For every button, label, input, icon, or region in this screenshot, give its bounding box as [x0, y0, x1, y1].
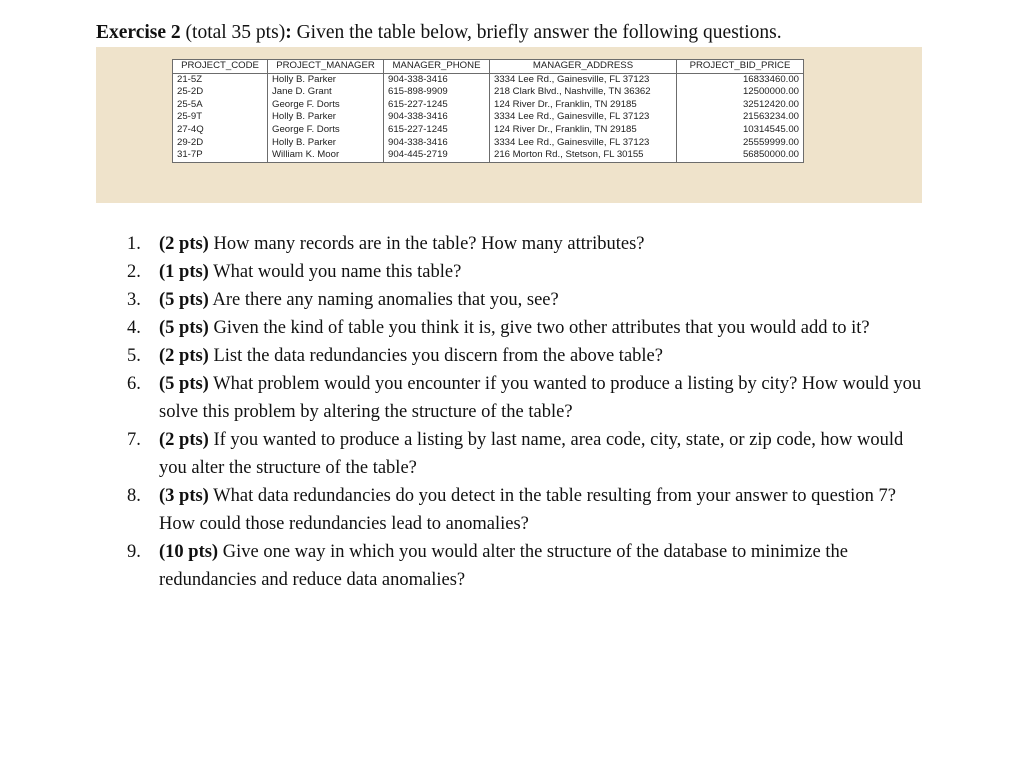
question-points: (2 pts)	[159, 234, 209, 254]
question-list	[127, 230, 927, 594]
question-item	[127, 370, 927, 426]
table-row	[173, 99, 804, 112]
table-cell: George F. Dorts	[268, 124, 384, 137]
question-text: What problem would you encounter if you wanted to produce a listing by city? How would you solve this problem by altering the structure of the table?	[159, 374, 922, 422]
question-item	[127, 258, 927, 286]
question-number: 1.	[127, 234, 141, 254]
question-number: 8.	[127, 486, 141, 506]
table-cell: 3334 Lee Rd., Gainesville, FL 37123	[490, 137, 677, 150]
table-cell: 10314545.00	[677, 124, 804, 137]
table-row	[173, 86, 804, 99]
table-cell: 25559999.00	[677, 137, 804, 150]
table-row	[173, 73, 804, 86]
heading-colon: :	[285, 22, 292, 43]
table-cell: 27-4Q	[173, 124, 268, 137]
table-row	[173, 149, 804, 162]
question-text: If you wanted to produce a listing by last name, area code, city, state, or zip code, how would you alter the structure of the table?	[159, 430, 904, 478]
question-item	[127, 538, 927, 594]
project-table	[172, 59, 804, 163]
column-header: PROJECT_MANAGER	[268, 60, 384, 74]
table-cell: 124 River Dr., Franklin, TN 29185	[490, 124, 677, 137]
question-number: 2.	[127, 262, 141, 282]
table-cell: 56850000.00	[677, 149, 804, 162]
table-cell: William K. Moor	[268, 149, 384, 162]
question-points: (2 pts)	[159, 430, 209, 450]
question-text: How many records are in the table? How many attributes?	[213, 234, 645, 254]
table-cell: 615-898-9909	[384, 86, 490, 99]
table-cell: 615-227-1245	[384, 124, 490, 137]
table-cell: 904-338-3416	[384, 137, 490, 150]
table-row	[173, 111, 804, 124]
question-points: (1 pts)	[159, 262, 209, 282]
table-cell: Jane D. Grant	[268, 86, 384, 99]
table-cell: 21-5Z	[173, 73, 268, 86]
exercise-heading	[96, 22, 782, 44]
question-points: (3 pts)	[159, 486, 209, 506]
question-item	[127, 482, 927, 538]
exercise-instruction: Given the table below, briefly answer the following questions.	[296, 22, 782, 43]
table-cell: 3334 Lee Rd., Gainesville, FL 37123	[490, 73, 677, 86]
table-cell: 31-7P	[173, 149, 268, 162]
question-number: 9.	[127, 542, 141, 562]
question-number: 4.	[127, 318, 141, 338]
column-header: MANAGER_ADDRESS	[490, 60, 677, 74]
question-item	[127, 314, 927, 342]
question-points: (5 pts)	[159, 374, 209, 394]
question-number: 5.	[127, 346, 141, 366]
question-item	[127, 230, 927, 258]
table-cell: 29-2D	[173, 137, 268, 150]
table-cell: 904-338-3416	[384, 73, 490, 86]
question-text: Are there any naming anomalies that you, see?	[212, 290, 559, 310]
table-row	[173, 124, 804, 137]
question-points: (2 pts)	[159, 346, 209, 366]
table-cell: 25-5A	[173, 99, 268, 112]
table-cell: Holly B. Parker	[268, 73, 384, 86]
table-cell: 216 Morton Rd., Stetson, FL 30155	[490, 149, 677, 162]
question-item	[127, 426, 927, 482]
table-cell: 25-9T	[173, 111, 268, 124]
question-points: (5 pts)	[159, 318, 209, 338]
table-cell: 904-445-2719	[384, 149, 490, 162]
column-header: MANAGER_PHONE	[384, 60, 490, 74]
table-cell: 904-338-3416	[384, 111, 490, 124]
question-item	[127, 342, 927, 370]
table-cell: Holly B. Parker	[268, 111, 384, 124]
column-header: PROJECT_BID_PRICE	[677, 60, 804, 74]
table-cell: 12500000.00	[677, 86, 804, 99]
table-cell: 218 Clark Blvd., Nashville, TN 36362	[490, 86, 677, 99]
table-cell: 21563234.00	[677, 111, 804, 124]
question-number: 3.	[127, 290, 141, 310]
table-row	[173, 137, 804, 150]
table-cell: 16833460.00	[677, 73, 804, 86]
question-points: (5 pts)	[159, 290, 209, 310]
question-text: What data redundancies do you detect in the table resulting from your answer to question 7? How could those redundancies lead to anomalies?	[159, 486, 896, 534]
question-item	[127, 286, 927, 314]
table-cell: Holly B. Parker	[268, 137, 384, 150]
exercise-title: Exercise 2	[96, 22, 181, 43]
table-cell: George F. Dorts	[268, 99, 384, 112]
question-number: 6.	[127, 374, 141, 394]
question-text: What would you name this table?	[213, 262, 462, 282]
table-cell: 615-227-1245	[384, 99, 490, 112]
column-header: PROJECT_CODE	[173, 60, 268, 74]
table-cell: 32512420.00	[677, 99, 804, 112]
exercise-total-points: (total 35 pts)	[185, 22, 286, 43]
table-cell: 124 River Dr., Franklin, TN 29185	[490, 99, 677, 112]
table-cell: 25-2D	[173, 86, 268, 99]
table-cell: 3334 Lee Rd., Gainesville, FL 37123	[490, 111, 677, 124]
table-header-row	[173, 60, 804, 74]
table-screenshot-panel	[96, 47, 922, 203]
question-text: Given the kind of table you think it is, give two other attributes that you would add to it?	[213, 318, 870, 338]
question-text: Give one way in which you would alter the structure of the database to minimize the redundancies and reduce data anomalies?	[159, 542, 848, 590]
question-text: List the data redundancies you discern from the above table?	[213, 346, 663, 366]
question-number: 7.	[127, 430, 141, 450]
question-points: (10 pts)	[159, 542, 219, 562]
